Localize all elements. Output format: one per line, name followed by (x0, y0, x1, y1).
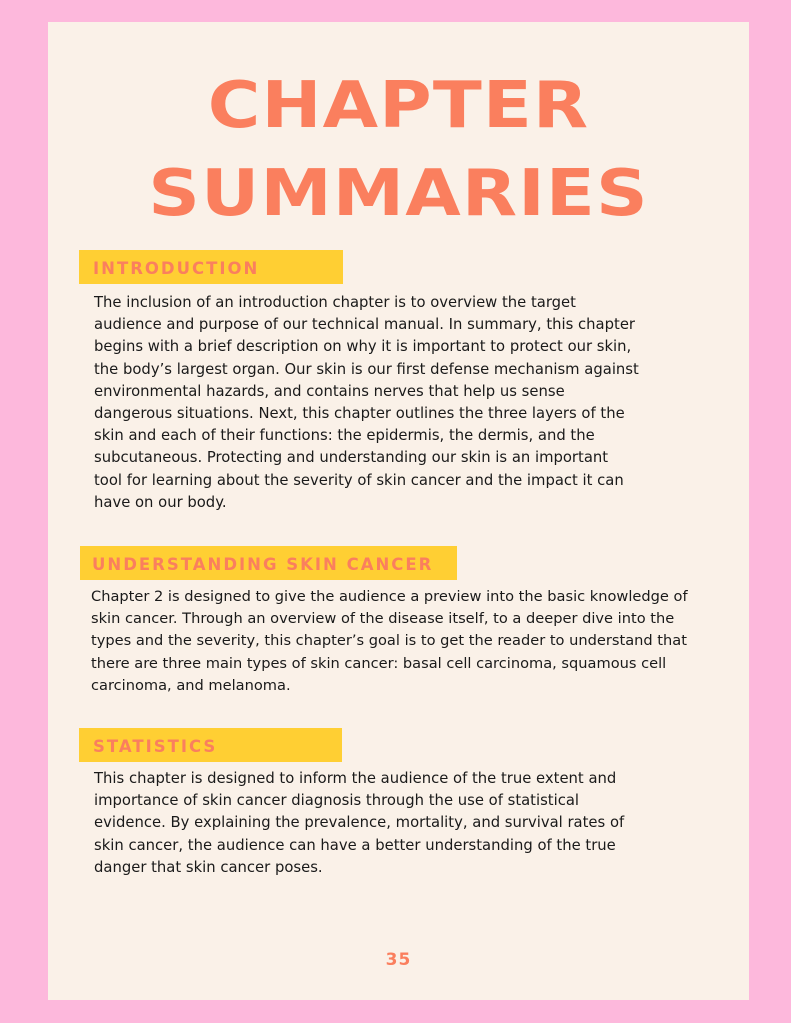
text-line: This chapter is designed to inform the audience of the true extent and (94, 770, 617, 787)
section-heading-band-introduction (79, 250, 343, 284)
text-line: dangerous situations. Next, this chapter outlines the three layers of the (94, 405, 625, 423)
text-line: begins with a brief description on why it is important to protect our skin, (94, 338, 632, 356)
text-line: have on our body. (94, 493, 227, 511)
section-heading-band-statistics (79, 728, 342, 762)
text-line: The inclusion of an introduction chapter is to overview the target (94, 294, 576, 311)
text-line: skin and each of their functions: the epidermis, the dermis, and the (94, 427, 595, 445)
document-page (48, 22, 749, 1000)
section-heading-understanding-skin-cancer: UNDERSTANDING SKIN CANCER (92, 555, 434, 574)
text-line: evidence. By explaining the prevalence, mortality, and survival rates of (94, 814, 625, 832)
text-line: skin cancer. Through an overview of the disease itself, to a deeper dive into the (91, 610, 675, 628)
text-line: importance of skin cancer diagnosis through the use of statistical (94, 792, 580, 810)
section-body-understanding-skin-cancer (91, 586, 746, 697)
text-line: audience and purpose of our technical manual. In summary, this chapter (94, 316, 636, 334)
page-number: 35 (385, 950, 412, 970)
section-body-statistics (94, 768, 734, 879)
text-line: types and the severity, this chapter’s goal is to get the reader to understand that (91, 632, 687, 650)
text-line: Chapter 2 is designed to give the audience a preview into the basic knowledge of (91, 588, 688, 605)
page-title-line-1: CHAPTER (207, 69, 590, 143)
section-heading-statistics: STATISTICS (93, 737, 218, 756)
text-line: environmental hazards, and contains nerves that help us sense (94, 382, 565, 400)
section-body-introduction (94, 292, 734, 514)
section-heading-band-understanding-skin-cancer (80, 546, 457, 580)
text-line: subcutaneous. Protecting and understanding our skin is an important (94, 449, 609, 467)
text-line: tool for learning about the severity of skin cancer and the impact it can (94, 471, 624, 489)
text-line: the body’s largest organ. Our skin is our first defense mechanism against (94, 360, 639, 378)
text-line: skin cancer, the audience can have a better understanding of the true (94, 836, 616, 854)
section-heading-introduction: INTRODUCTION (93, 259, 260, 278)
text-line: carcinoma, and melanoma. (91, 676, 291, 694)
text-line: there are three main types of skin cancer: basal cell carcinoma, squamous cell (91, 654, 667, 672)
text-line: danger that skin cancer poses. (94, 858, 323, 876)
page-title-line-2: SUMMARIES (148, 157, 649, 231)
